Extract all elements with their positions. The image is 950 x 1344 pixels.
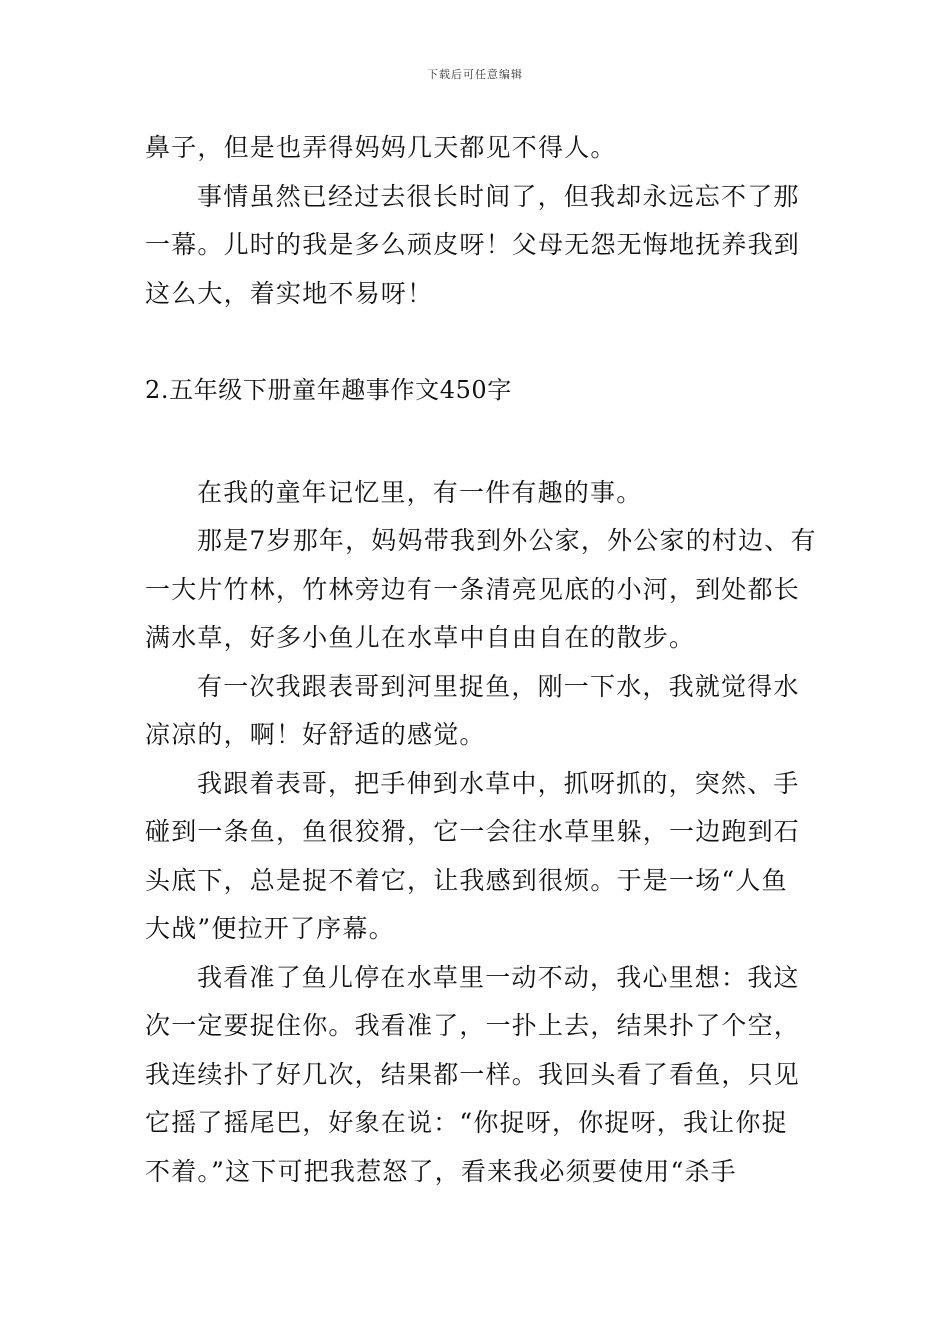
text-line: 我连续扑了好几次，结果都一样。我回头看了看鱼，只见 — [145, 1059, 801, 1089]
text-line: 它摇了摇尾巴，好象在说：“你捉呀，你捉呀，我让你捉 — [145, 1108, 788, 1137]
page-header-note: 下载后可任意编辑 — [427, 68, 523, 81]
text-line: 大战”便拉开了序幕。 — [145, 914, 395, 943]
text-line: 不着。”这下可把我惹怒了，看来我必须要使用“杀手 — [145, 1156, 737, 1186]
text-line: 这么大，着实地不易呀！ — [145, 278, 434, 308]
text-line: 碰到一条鱼，鱼很狡猾，它一会往水草里躲，一边跑到石 — [145, 817, 801, 846]
section-heading: 2.五年级下册童年趣事作文450字 — [145, 376, 512, 404]
text-line: 那是7岁那年，妈妈带我到外公家，外公家的村边、有 — [197, 526, 817, 555]
text-line: 次一定要捉住你。我看准了，一扑上去，结果扑了个空， — [145, 1011, 801, 1040]
text-line: 事情虽然已经过去很长时间了，但我却永远忘不了那 — [197, 181, 800, 211]
text-line: 满水草，好多小鱼儿在水草中自由自在的散步。 — [145, 623, 696, 652]
text-line: 我跟着表哥，把手伸到水草中，抓呀抓的，突然、手 — [197, 768, 800, 798]
text-line: 我看准了鱼儿停在水草里一动不动，我心里想：我这 — [197, 962, 800, 992]
text-line: 凉凉的，啊！好舒适的感觉。 — [145, 720, 486, 749]
text-line: 有一次我跟表哥到河里捉鱼，刚一下水，我就觉得水 — [197, 671, 800, 701]
text-line: 鼻子，但是也弄得妈妈几天都见不得人。 — [145, 133, 617, 162]
text-line: 一幕。儿时的我是多么顽皮呀！父母无怨无悔地抚养我到 — [145, 230, 801, 259]
text-line: 在我的童年记忆里，有一件有趣的事。 — [197, 477, 643, 507]
document-body — [145, 124, 817, 1196]
text-line: 头底下，总是捉不着它，让我感到很烦。于是一场“人鱼 — [145, 865, 788, 895]
text-line: 一大片竹林，竹林旁边有一条清亮见底的小河，到处都长 — [145, 574, 801, 604]
